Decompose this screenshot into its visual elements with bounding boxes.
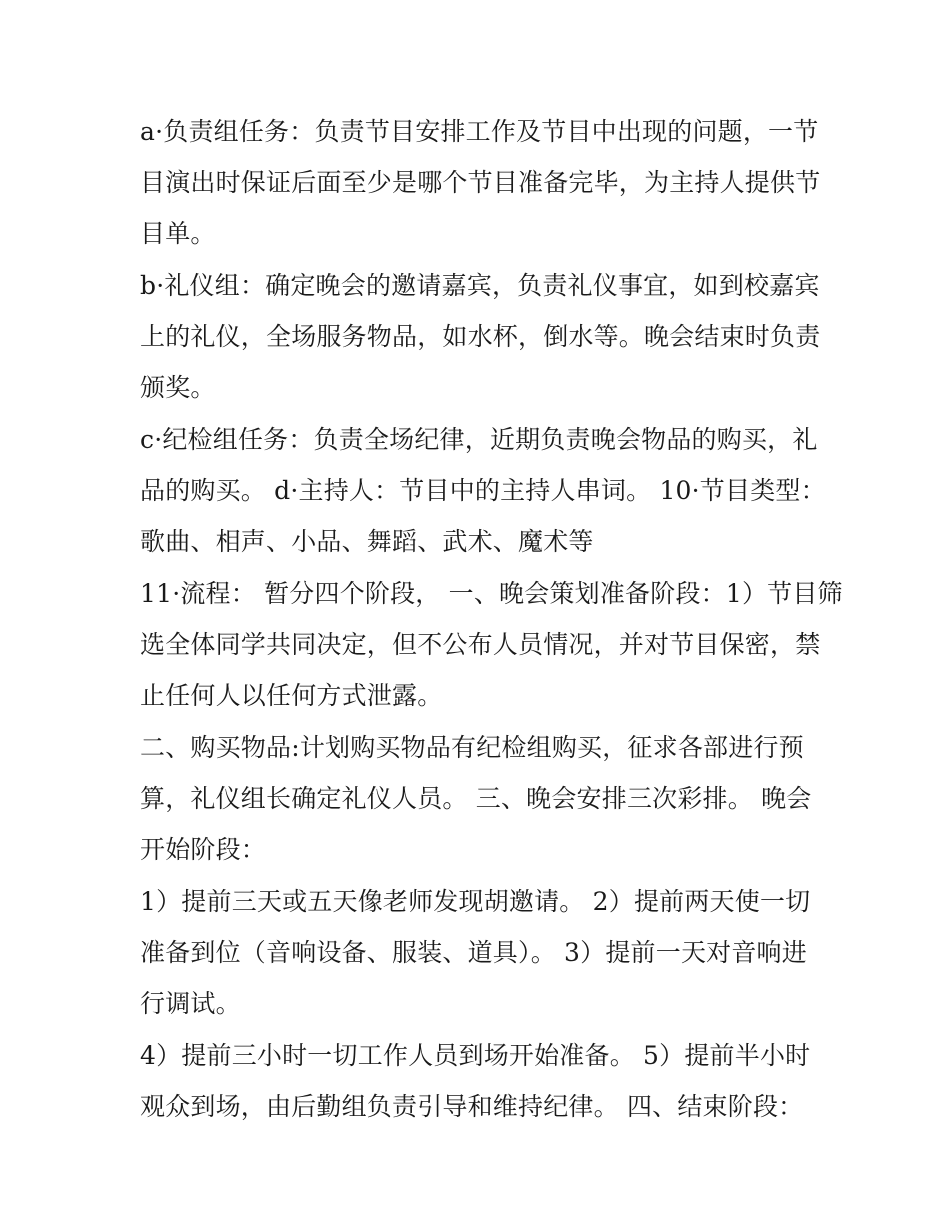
text-line: 止任何人以任何方式泄露。 (140, 681, 443, 710)
paragraph-etiquette-group (140, 260, 830, 413)
text-line: 歌曲、相声、小品、舞蹈、武术、魔术等 (140, 527, 594, 556)
text-line: 二、购买物品:计划购买物品有纪检组购买，征求各部进行预 (140, 733, 804, 762)
text-line: a·负责组任务：负责节目安排工作及节目中出现的问题，一节 (140, 117, 819, 146)
text-line: 上的礼仪，全场服务物品，如水杯，倒水等。晚会结束时负责 (140, 322, 821, 351)
paragraph-final-steps (140, 1030, 830, 1132)
text-line: 1）提前三天或五天像老师发现胡邀请。 2）提前两天使一切 (140, 887, 811, 916)
text-line: b·礼仪组：确定晚会的邀请嘉宾，负责礼仪事宜，如到校嘉宾 (140, 271, 820, 300)
text-line: 品的购买。 d·主持人：节目中的主持人串词。 10·节目类型： (140, 476, 826, 505)
text-line: 行调试。 (140, 989, 241, 1018)
text-line: 准备到位（音响设备、服装、道具）。 3）提前一天对音响进 (140, 938, 807, 967)
text-line: 颁奖。 (140, 373, 216, 402)
text-line: 4）提前三小时一切工作人员到场开始准备。 5）提前半小时 (140, 1041, 811, 1070)
paragraph-task-assignment (140, 106, 830, 259)
paragraph-process (140, 568, 843, 721)
text-line: 目单。 (140, 219, 216, 248)
paragraph-preparation-steps (140, 876, 830, 1029)
text-line: 选全体同学共同决定，但不公布人员情况，并对节目保密，禁 (140, 630, 821, 659)
text-line: 11·流程： 暂分四个阶段， 一、晚会策划准备阶段：1）节目筛 (140, 579, 843, 608)
text-line: 算，礼仪组长确定礼仪人员。 三、晚会安排三次彩排。 晚会 (140, 784, 812, 813)
text-line: c·纪检组任务：负责全场纪律，近期负责晚会物品的购买，礼 (140, 425, 818, 454)
text-line: 开始阶段： (140, 835, 267, 864)
text-line: 目演出时保证后面至少是哪个节目准备完毕，为主持人提供节 (140, 168, 821, 197)
text-line: 观众到场，由后勤组负责引导和维持纪律。 四、结束阶段： (140, 1092, 804, 1121)
paragraph-discipline-group (140, 414, 830, 567)
document-body (140, 106, 843, 1133)
paragraph-purchasing (140, 722, 830, 875)
